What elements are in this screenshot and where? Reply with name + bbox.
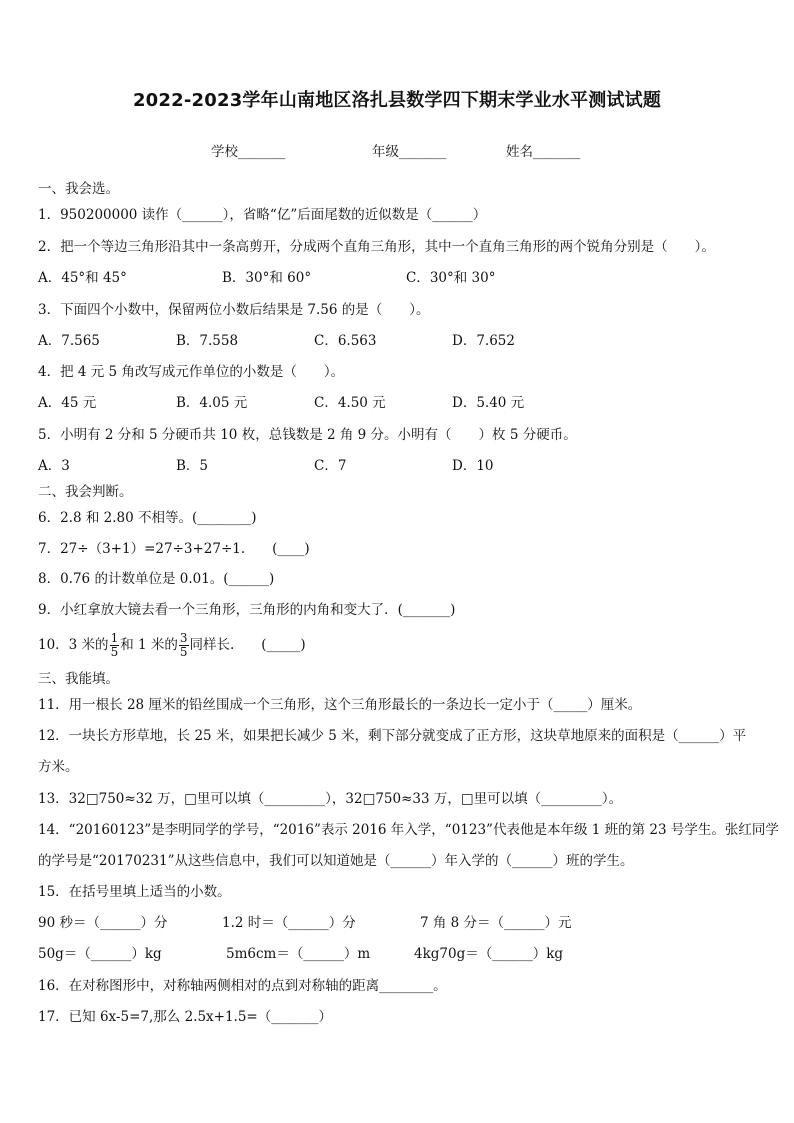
- question-15-item: 5m6cm＝（______）m: [226, 946, 371, 962]
- student-name-field: 姓名_______: [506, 144, 581, 160]
- question-9: 9．小红拿放大镜去看一个三角形，三角形的内角和变大了．(_______): [38, 602, 456, 618]
- question-10: [38, 630, 306, 660]
- question-4-option-a: A．45 元: [38, 395, 97, 411]
- fraction-numerator: 3: [179, 631, 188, 645]
- question-4-option-d: D．5.40 元: [452, 395, 525, 411]
- question-3-option-a: A．7.565: [38, 333, 100, 349]
- question-12-line-2: 方米。: [38, 759, 79, 775]
- question-8: 8．0.76 的计数单位是 0.01。(______): [38, 571, 275, 587]
- fraction-one-fifth: [110, 632, 120, 659]
- question-2-option-c: C．30°和 30°: [406, 270, 496, 286]
- fraction-three-fifths: [179, 632, 189, 659]
- question-13: 13．32□750≈32 万，□里可以填（_________），32□750≈33 万，□里可以填（_________）。: [38, 791, 623, 807]
- question-7: 7．27÷（3+1）=27÷3+27÷1. (____): [38, 541, 310, 557]
- question-3-option-c: C．6.563: [314, 333, 377, 349]
- question-12-line-1: 12．一块长方形草地，长 25 米，如果把长减少 5 米，剩下部分就变成了正方形，这块草地原来的面积是（______）平: [38, 728, 747, 744]
- question-5-option-b: B．5: [176, 458, 209, 474]
- question-14-line-1: 14．“20160123”是李明同学的学号，“2016”表示 2016 年入学，“0123”代表他是本年级 1 班的第 23 号学生。张红同学: [38, 822, 779, 838]
- grade-field: 年级_______: [372, 144, 447, 160]
- section-heading-fill: 三、我能填。: [38, 671, 119, 687]
- section-heading-choice: 一、我会选。: [38, 181, 119, 197]
- question-15-item: 1.2 时＝（______）分: [222, 915, 356, 931]
- fraction-numerator: 1: [110, 631, 119, 645]
- page-title: 2022-2023学年山南地区洛扎县数学四下期末学业水平测试试题: [132, 90, 662, 111]
- question-15-item: 50g＝（______）kg: [38, 946, 162, 962]
- question-5-option-d: D．10: [452, 458, 494, 474]
- question-5-option-a: A．3: [38, 458, 70, 474]
- school-field: 学校_______: [211, 144, 286, 160]
- question-4-option-c: C．4.50 元: [314, 395, 386, 411]
- section-heading-judge: 二、我会判断。: [38, 484, 133, 500]
- fraction-denominator: 5: [179, 645, 188, 659]
- question-11: 11．用一根长 28 厘米的铅丝围成一个三角形，这个三角形最长的一条边长一定小于（_____）厘米。: [38, 697, 642, 713]
- question-15-item: 4kg70g＝（______）kg: [414, 946, 564, 962]
- question-2-option-a: A．45°和 45°: [38, 270, 127, 286]
- question-15-item: 90 秒＝（______）分: [38, 915, 168, 931]
- question-16: 16．在对称图形中，对称轴两侧相对的点到对称轴的距离________。: [38, 978, 447, 994]
- question-15-item: 7 角 8 分＝（______）元: [420, 915, 572, 931]
- question-3-option-d: D．7.652: [452, 333, 515, 349]
- question-2-option-b: B．30°和 60°: [222, 270, 312, 286]
- question-5-option-c: C．7: [314, 458, 347, 474]
- question-14-line-2: 的学号是“20170231”从这些信息中，我们可以知道她是（______）年入学的（______）班的学生。: [38, 853, 634, 869]
- question-4-option-b: B．4.05 元: [176, 395, 248, 411]
- question-17: 17．已知 6x-5=7,那么 2.5x+1.5=（_______）: [38, 1009, 332, 1025]
- question-3: 3．下面四个小数中，保留两位小数后结果是 7.56 的是（ ）。: [38, 302, 430, 318]
- question-4: 4．把 4 元 5 角改写成元作单位的小数是（ ）。: [38, 364, 345, 380]
- question-5: 5．小明有 2 分和 5 分硬币共 10 枚，总钱数是 2 角 9 分。小明有（ ）枚 5 分硬币。: [38, 427, 577, 443]
- question-15: 15．在括号里填上适当的小数。: [38, 884, 231, 900]
- question-1: 1．950200000 读作（______），省略“亿”后面尾数的近似数是（______）: [38, 207, 487, 223]
- question-10-middle: 和 1 米的: [120, 637, 178, 653]
- question-2: 2．把一个等边三角形沿其中一条高剪开，分成两个直角三角形，其中一个直角三角形的两个锐角分别是（ ）。: [38, 239, 715, 255]
- question-3-option-b: B．7.558: [176, 333, 239, 349]
- question-10-suffix: 同样长. (_____): [189, 637, 306, 653]
- question-6: 6．2.8 和 2.80 不相等。(________): [38, 510, 257, 526]
- question-10-prefix: 10．3 米的: [38, 637, 109, 653]
- fraction-denominator: 5: [110, 645, 119, 659]
